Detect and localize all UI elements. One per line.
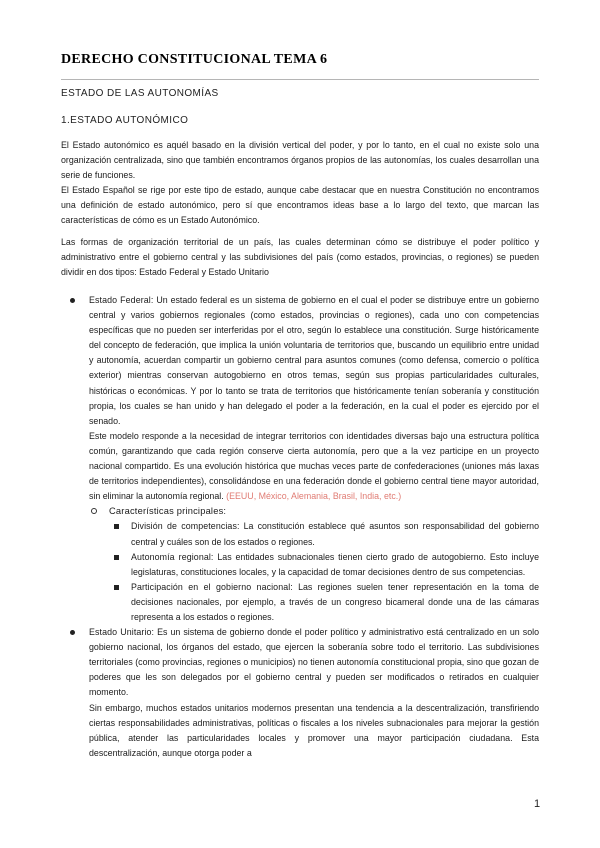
bullet-circle-icon (91, 508, 97, 514)
list-item-unitario (61, 625, 539, 761)
unitario-text-2: Sin embargo, muchos estados unitarios modernos presentan una tendencia a la descentralización, transfiriendo ciertas responsabilidades administrativas, políticas o fiscales a los niveles subnacionales para mejorar la gestión pública, atender las particularidades locales y promover una mayor participación ciudadana. Esta descentralización, aunque otorga poder a (89, 702, 539, 758)
unitario-text-1: Es un sistema de gobierno donde el poder político y administrativo está centralizado en un solo gobierno nacional, los órganos del estado, que ejercen la soberanía sobre todo el territorio. Las subdivisiones territoriales (como provincias, regiones o municipios) no tienen autonomía constitucional propia, sino que gozan de poderes que les son delegados por el gobierno central y pueden ser modificados o retirados en cualquier momento. (89, 627, 539, 698)
intro-paragraph-1: El Estado autonómico es aquél basado en la división vertical del poder, y por lo tanto, en el cual no existe solo una organización centralizada, sino que también encontramos órganos propios de las autonomías, los cuales desarrollan una serie de funciones. (61, 140, 539, 181)
characteristic-label: Participación en el gobierno nacional: (131, 581, 293, 592)
list-item-characteristics (61, 504, 539, 519)
intro-paragraph-3-block (61, 235, 539, 280)
intro-paragraph-3: Las formas de organización territorial de un país, las cuales determinan cómo se distribuye el poder político y administrativo entre el gobierno central y las subdivisiones del país (como estados, provincias, o regiones) se pueden dividir en dos tipos: Estado Federal y Estado Unitario (61, 237, 539, 278)
bullet-square-icon (114, 555, 119, 560)
title-divider (61, 79, 539, 80)
federal-label: Estado Federal: (89, 295, 154, 305)
unitario-label: Estado Unitario: (89, 627, 155, 638)
sub-heading: 1.ESTADO AUTONÓMICO (61, 115, 189, 126)
document-title: DERECHO CONSTITUCIONAL TEMA 6 (61, 52, 328, 67)
characteristic-text: Las entidades subnacionales tienen cierto grado de autogobierno. Esto incluye legislaturas, constituciones locales, y la capacidad de tomar decisiones dentro de sus competencias. (131, 551, 539, 577)
bullet-square-icon (114, 524, 119, 529)
bullet-dot-icon (70, 630, 75, 635)
federal-text-1: Un estado federal es un sistema de gobierno en el cual el poder se distribuye entre un gobierno central y varios gobiernos regionales (como estados, provincias o regiones), cada uno con competencias específicas que no pueden ser interferidas por el otro, según lo establece una constitución. Surge históricamente del concepto de federación, que implica la unión voluntaria de territorios que, buscando un equilibrio entre unidad y autonomía, acuerdan compartir un gobierno central para asuntos comunes (como defensa, comercio o política exterior) mientras conservan autogobierno en otros temas, según sus propias particularidades culturales, históricas o económicas. Y por lo tanto se trata de territorios que históricamente tenían soberanía y constitución propia, los cuales se han unido y han delegado el poder a la federación, en la cual el poder es ejercido por el senado. (89, 295, 539, 426)
characteristic-label: Autonomía regional: (131, 551, 214, 562)
intro-block (61, 138, 539, 229)
characteristic-label: División de competencias: (131, 521, 240, 532)
list-item-characteristic (61, 519, 539, 549)
list-item-federal (61, 293, 539, 504)
bullet-square-icon (114, 585, 119, 590)
list-item-characteristic (61, 580, 539, 625)
characteristic-text: La constitución establece qué asuntos son responsabilidad del gobierno central y cuáles son de los estados o regiones. (131, 521, 539, 547)
characteristics-label: Características principales: (109, 506, 227, 517)
federal-examples: (EEUU, México, Alemania, Brasil, India, etc.) (226, 491, 402, 502)
bullet-dot-icon (70, 298, 75, 303)
federal-text-2: Este modelo responde a la necesidad de integrar territorios con identidades diversas bajo una estructura política común, garantizando que cada región conserve cierta autonomía, pero que a la vez participe en un proyecto nacional compartido. Es una evolución histórica que muchas veces parte de confederaciones (uniones más laxas de territorios independientes), consolidándose en una federación donde el gobierno central tiene mayor autoridad, sin eliminar la autonomía regional. (89, 430, 539, 502)
list-item-characteristic (61, 550, 539, 580)
page-number: 1 (534, 798, 541, 810)
intro-paragraph-2: El Estado Español se rige por este tipo de estado, aunque cabe destacar que en nuestra Constitución no encontramos una definición de estado autonómico, pero sí que encontramos ideas base a lo largo del texto, que marcan las características de cómo es un Estado Autonómico. (61, 185, 539, 226)
section-heading: ESTADO DE LAS AUTONOMÍAS (61, 88, 219, 99)
territorial-types-list (61, 293, 539, 761)
characteristic-text: Las regiones suelen tener representación en la toma de decisiones nacionales, por ejemplo, a través de un congreso bicameral donde una de las cámaras representa a los estados o regiones. (131, 581, 539, 622)
